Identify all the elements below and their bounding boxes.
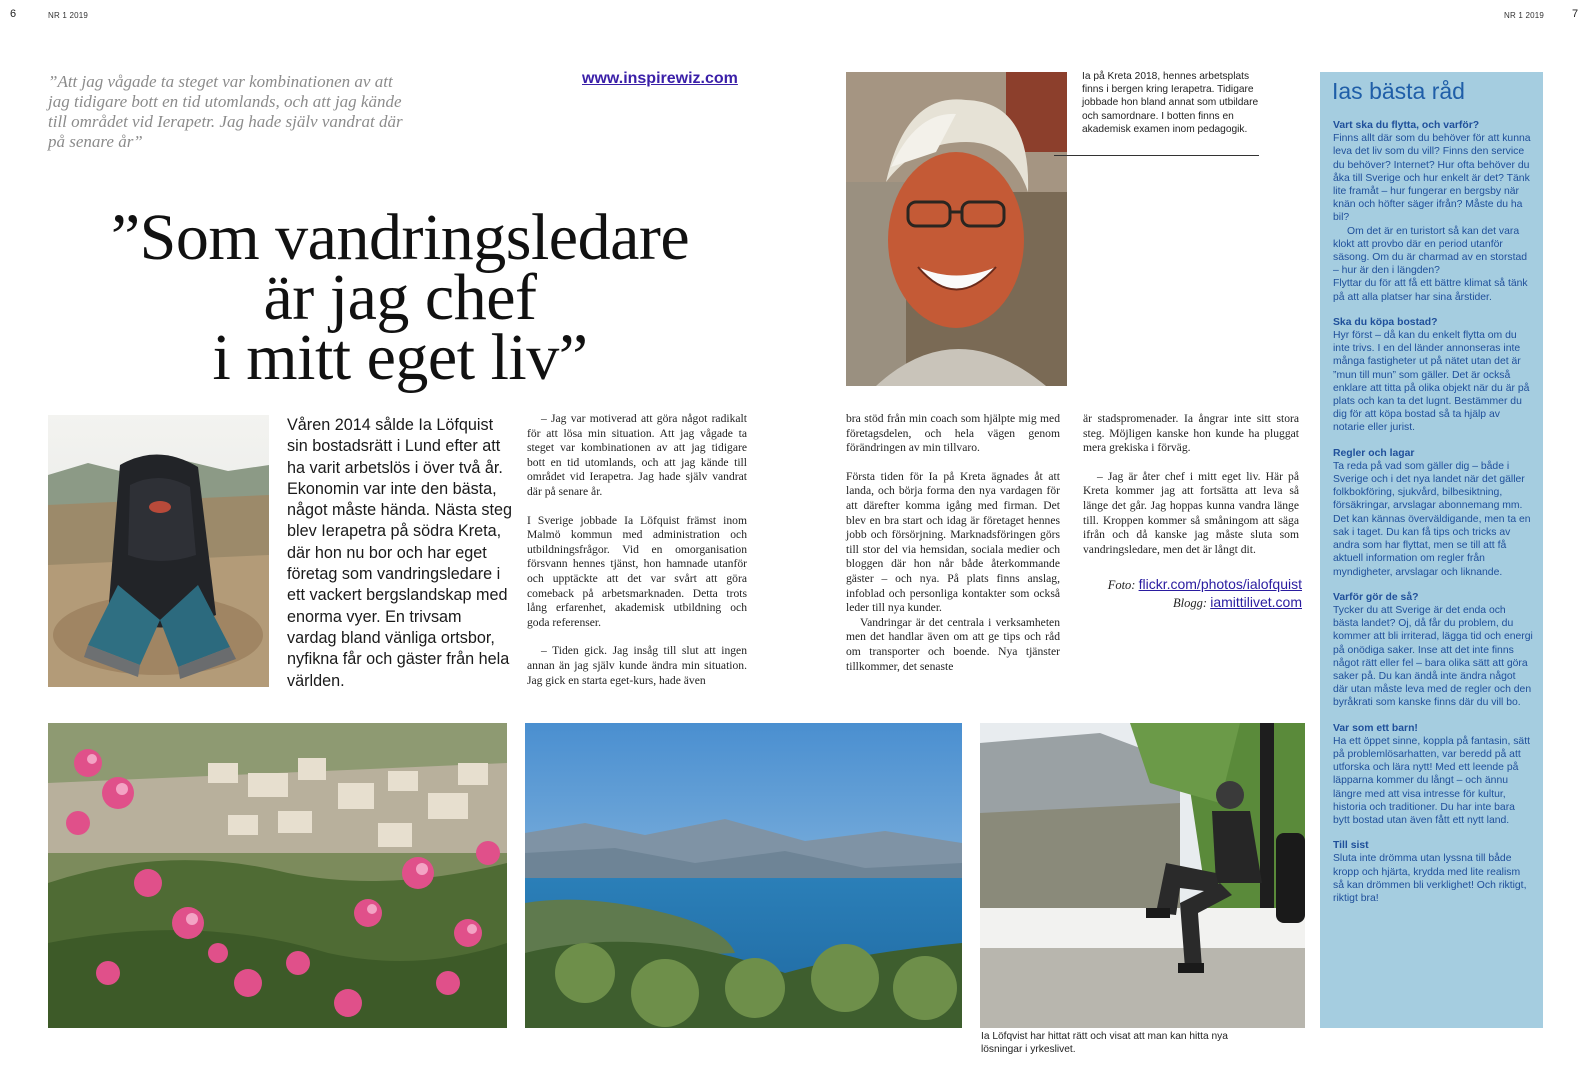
headline-line-3: i mitt eget liv” xyxy=(212,321,588,394)
sidebar-heading-6: Till sist xyxy=(1333,840,1369,852)
pull-quote: ”Att jag vågade ta steget var kombinationen av att jag tidigare bott en tid utomlands, och att jag kände till området vid Ierapetr. Jag hade själv vandrat där på senare år” xyxy=(48,72,403,151)
column-1-paragraph-2: I Sverige jobbade Ia Löfquist främst inom Malmö kommun med administration och utbildningsfrågor. Vid en omorganisation försvann hennes tjänst, hon hamnade utanför och upptäckte att det var svårt att göra comeback på arbetsmarknaden. Detta trots lång erfarenhet, akademisk utbildning och goda referenser. xyxy=(527,513,747,629)
sidebar-heading-1: Vart ska du flytta, och varför? xyxy=(1333,120,1480,131)
headline-line-2: är jag chef xyxy=(263,261,537,334)
sidebar-body xyxy=(1333,119,1533,917)
photo-credit-label: Foto: xyxy=(1107,578,1136,592)
bay-landscape-photo xyxy=(525,723,962,1028)
article-column-2 xyxy=(846,412,1060,674)
sidebar-title: Ias bästa råd xyxy=(1332,78,1465,104)
advice-sidebar xyxy=(1320,72,1543,1028)
sidebar-text-5: Ha ett öppet sinne, koppla på fantasin, sätt på problemlösarhatten, var beredd på att utforska och lära nytt! Med ett leende på läpparna kommer du långt – och ännu längre med att visa intresse för kultur, historia och traditioner. Du har inte bara bytt bostad utan även fått ett nytt land. xyxy=(1333,735,1530,826)
column-1-paragraph-1: – Jag var motiverad att göra något radikalt för att lösa min situation. Att jag vågade ta steget var kombinationen av att jag tidigare bott en tid utomlands, och att jag kände till området vid Ierapetra. Jag hade själv vandrat där på senare år. xyxy=(527,412,747,498)
issue-label-left: NR 1 2019 xyxy=(48,11,89,20)
article-column-1 xyxy=(527,412,747,688)
sidebar-heading-2: Ska du köpa bostad? xyxy=(1333,316,1438,328)
sidebar-heading-3: Regler och lagar xyxy=(1333,447,1415,459)
flickr-link[interactable]: flickr.com/photos/ialofquist xyxy=(1138,576,1302,592)
lead-paragraph: Våren 2014 sålde Ia Löfquist sin bostadsrätt i Lund efter att ha varit arbetslös i över två år. Ekonomin var inte den bästa, något måste hända. Nästa steg blev Ierapetra på södra Kreta, där hon nu bor och har eget företag som vandringsledare i ett vackert bergslandskap med enorma vyer. En trivsam vardag bland vänliga ortsbor, nyfikna får och gäster från hela världen. xyxy=(287,416,512,690)
sidebar-heading-5: Var som ett barn! xyxy=(1333,722,1418,734)
hiker-resting-photo xyxy=(980,723,1305,1028)
portrait-caption: Ia på Kreta 2018, hennes arbetsplats finns i bergen kring Ierapetra. Tidigare jobbade hon bland annat som utbildare och samordnare. I botten finns en akademisk examen inom pedagogik. xyxy=(1082,71,1259,135)
sidebar-text-1b: Om det är en turistort så kan det vara klokt att provbo där en period utanför säsong. Om du är charmad av en storstad – hur är den i längden? xyxy=(1333,225,1528,277)
headline xyxy=(60,201,740,394)
column-2-paragraph-2: Första tiden för Ia på Kreta ägnades åt att landa, och börja forma den nya vardagen för att därefter komma igång med firman. Det blev en bra start och idag är företaget hennes jobb och försörjning. Marknadsföringen görs till stor del via hemsidan, sociala medier och bloggen där hon når både återkommande gäster – och nya. På plats finns anslag, infoblad och personliga kontakter som också leder till nya kunder. xyxy=(846,469,1060,615)
issue-label-right: NR 1 2019 xyxy=(1504,11,1545,20)
article-column-3 xyxy=(1083,412,1299,557)
column-1-paragraph-3: – Tiden gick. Jag insåg till slut att ingen annan än jag själv kunde ändra min situation. Jag gick en starta eget-kurs, hade även xyxy=(527,644,747,687)
backpack-photo xyxy=(48,415,269,687)
photo-credit xyxy=(1040,576,1302,593)
blog-credit-label: Blogg: xyxy=(1173,596,1208,610)
sidebar-heading-4: Varför gör de så? xyxy=(1333,591,1419,603)
blog-credit xyxy=(1040,594,1302,611)
sidebar-text-4: Tycker du att Sverige är det enda och bästa landet? Oj, då får du problem, du kommer att bli irriterad, lägga tid och energi på onödiga saker. Inse att det inte finns något rätt eller fel – bara olika sätt att göra saker på. Du kan ändå inte ändra något där utan måste leva med de regler och den byråkrati som kanske finns där du vill bo. xyxy=(1333,604,1533,709)
column-3-paragraph-1: är stadspromenader. Ia ångrar inte sitt stora steg. Möjligen kanske hon kunde ha pluggat mera grekiska i förväg. xyxy=(1083,412,1299,455)
page-number-right: 7 xyxy=(1572,8,1579,20)
headline-line-1: ”Som vandringsledare xyxy=(110,201,690,274)
page-number-left: 6 xyxy=(10,8,17,20)
column-2-paragraph-3: Vandringar är det centrala i verksamheten men det handlar även om att ge tips och råd om transporter och boende. Nya tjänster tillkommer, det senaste xyxy=(846,615,1060,673)
sidebar-text-3: Ta reda på vad som gäller dig – både i Sverige och i det nya landet när det gäller folkbokföring, sjukvård, bilbesiktning, försäkringar, arvslagar abonnemang mm. Det kan kännas överväldigande, men ta en sak i taget. Du kan få tips och tricks av andra som har flyttat, men se till att få aktuell information om regler från myndigheter, arvslagar och liknande. xyxy=(1333,460,1531,578)
sidebar-text-1c: Flyttar du för att få ett bättre klimat så tänk på att alla platser har sina årstider. xyxy=(1333,278,1528,303)
village-oleander-photo xyxy=(48,723,507,1028)
column-2-paragraph-1: bra stöd från min coach som hjälpte mig med företagsdelen, och hela vägen genom förändringen av min tillvaro. xyxy=(846,412,1060,455)
sidebar-text-6: Sluta inte drömma utan lyssna till både kropp och hjärta, krydda med lite realism så kan drömmen bli verklighet! Och riktigt, riktigt bra! xyxy=(1333,853,1527,904)
sidebar-text-2: Hyr först – då kan du enkelt flytta om du inte trivs. I en del länder annonseras inte många fastigheter ut på nätet utan det är ”mun till mun” som gäller. Det är också enklare att titta på olika objekt när du är på plats och kan ta det lugnt. Bestämmer du dig för att köpa bostad så ta hjälp av notarie eller jurist. xyxy=(1333,330,1530,434)
column-3-paragraph-2: – Jag är åter chef i mitt eget liv. Här på Kreta kommer jag att fortsätta att leva så länge det går. Jag hoppas kunna vandra länge till. Kroppen kommer så småningom att säga ifrån och då kanske jag måste sluta som vandringsledare, men det är långt dit. xyxy=(1083,469,1299,556)
website-link[interactable]: www.inspirewiz.com xyxy=(582,70,738,87)
sidebar-text-1: Finns allt där som du behöver för att kunna leva det liv som du vill? Finns den service du behöver? Internet? Hur ofta behöver du åka till Sverige och hur enkelt är det? Tänk lite framåt – hur fungerar en bergsby när knän och höfter säger ifrån? Måste du ha bil? xyxy=(1333,133,1531,224)
caption-rule xyxy=(1054,155,1259,156)
portrait-photo xyxy=(846,72,1067,386)
blog-link[interactable]: iamittilivet.com xyxy=(1210,594,1302,610)
hiker-photo-caption: Ia Löfqvist har hittat rätt och visat att man kan hitta nya lösningar i yrkeslivet. xyxy=(981,1031,1228,1055)
